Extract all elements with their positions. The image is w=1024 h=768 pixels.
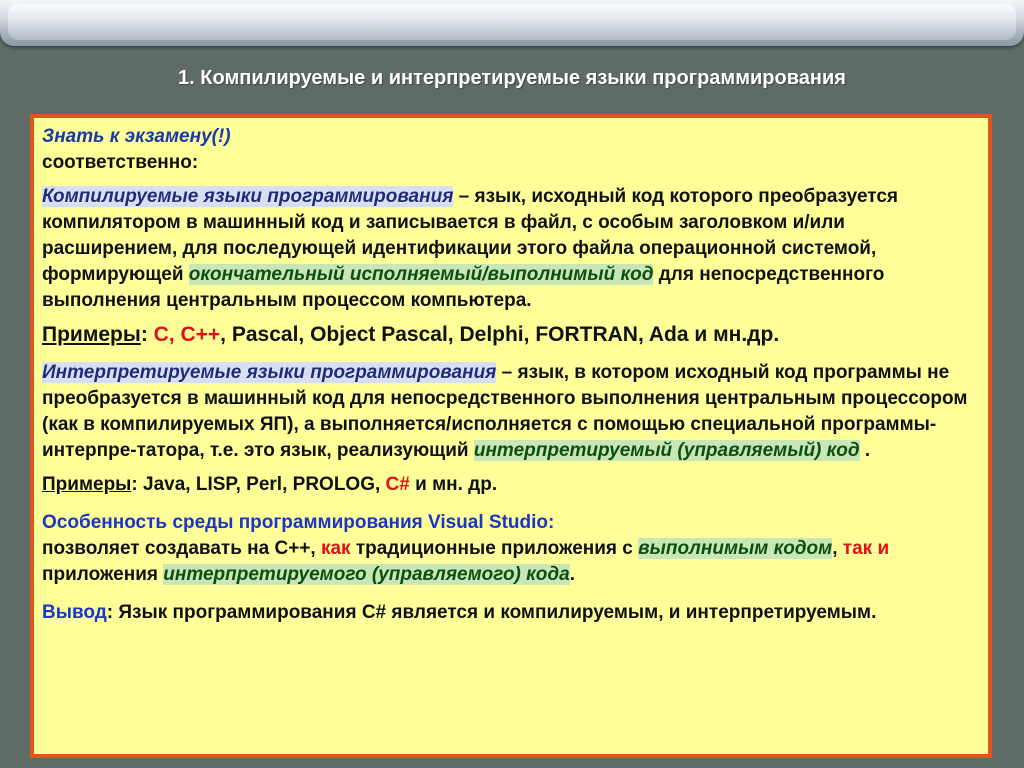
- compiled-term: Компилируемые языки программирования: [42, 186, 454, 207]
- vs-comma: ,: [832, 538, 843, 559]
- examples-compiled-colon: :: [140, 323, 154, 346]
- vs-heading: [42, 510, 976, 536]
- compiled-definition: [42, 184, 976, 314]
- compiled-def-part2: для непосредственного выполнения центральным процессом компьютера.: [42, 264, 885, 311]
- top-banner: [0, 0, 1024, 46]
- exam-note-text: Знать к экзамену(!): [42, 126, 231, 147]
- examples-compiled-red: C, C++: [153, 323, 221, 346]
- compiled-def-part1: – язык, исходный код которого преобразуется компилятором в машинный код и записывается в файл, с особым заголовком и/или расширением, для последующей идентификации этого файла операционной системой, формирующей: [42, 186, 898, 285]
- interpreted-highlight: интерпретируемый (управляемый) код: [473, 440, 860, 461]
- examples-interpreted: [42, 472, 976, 498]
- examples-interpreted-red: C#: [385, 474, 410, 495]
- content-box: [30, 114, 992, 758]
- interpreted-definition: [42, 360, 976, 464]
- interpreted-def-part2: .: [859, 440, 871, 461]
- vs-text-2: традиционные приложения с: [350, 538, 639, 559]
- accordingly-text: соответственно:: [42, 152, 199, 173]
- examples-compiled-rest: , Pascal, Object Pascal, Delphi, FORTRAN, Ada и мн.др.: [220, 323, 780, 346]
- conclusion-label: Вывод: [42, 602, 107, 623]
- compiled-highlight: окончательный исполняемый/выполнимый код: [188, 264, 654, 285]
- conclusion: [42, 600, 976, 626]
- conclusion-text: : Язык программирования C# является и компилируемым, и интерпретируемым.: [106, 602, 877, 623]
- examples-compiled: [42, 322, 976, 348]
- slide-title: 1. Компилируемые и интерпретируемые языки программирования: [178, 67, 846, 89]
- examples-interpreted-label: Примеры: [42, 474, 132, 495]
- examples-compiled-label: Примеры: [42, 323, 141, 346]
- interpreted-def-part1: – язык, в котором исходный код программы не преобразуется в машинный код для непосредственного выполнения центральным процессором (как в компилируемых ЯП), а выполняется/исполняется с помощью специальной программы-интерпре-татора, т.е. это язык, реализующий: [42, 362, 968, 461]
- examples-interpreted-text: : Java, LISP, Perl, PROLOG,: [131, 474, 386, 495]
- interpreted-term: Интерпретируемые языки программирования: [42, 362, 497, 383]
- vs-kak: как: [320, 538, 351, 559]
- vs-text-3: приложения: [42, 564, 164, 585]
- vs-highlight-1: выполнимым кодом: [638, 538, 833, 559]
- vs-tak-i: так и: [842, 538, 890, 559]
- top-banner-gloss: [8, 4, 1016, 40]
- vs-description: [42, 536, 976, 588]
- vs-heading-text: Особенность среды программирования Visual Studio:: [42, 512, 555, 533]
- accordingly-line: [42, 150, 976, 176]
- vs-highlight-2: интерпретируемого (управляемого) кода: [163, 564, 570, 585]
- examples-interpreted-rest: и мн. др.: [409, 474, 498, 495]
- vs-text-1: позволяет создавать на C++,: [42, 538, 321, 559]
- vs-end: .: [569, 564, 575, 585]
- exam-note: [42, 124, 976, 150]
